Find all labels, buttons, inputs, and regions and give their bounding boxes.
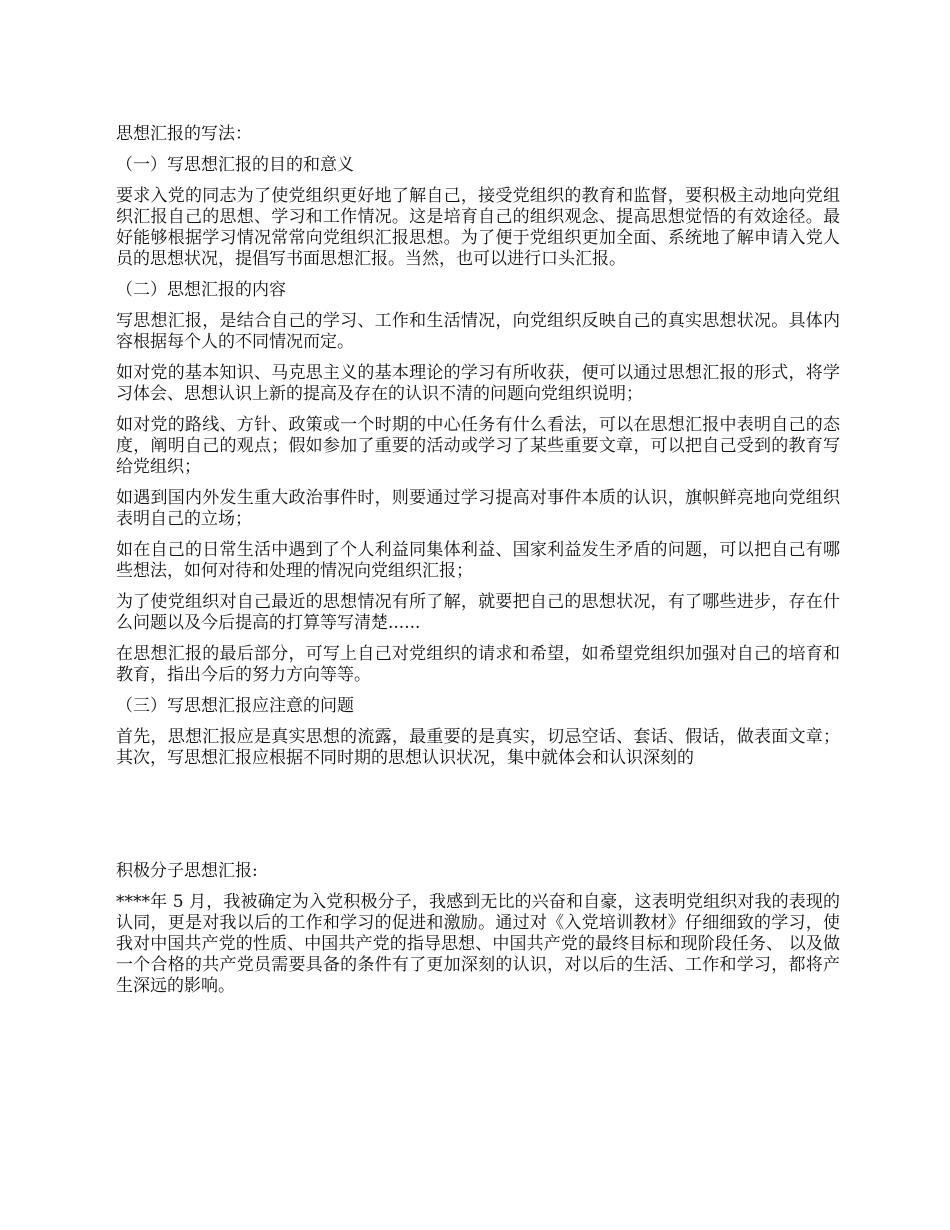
subheading-content: （二）思想汇报的内容 xyxy=(116,280,286,300)
section-title: 积极分子思想汇报: xyxy=(116,861,258,881)
section-gap xyxy=(116,779,840,861)
paragraph: 要求入党的同志为了使党组织更好地了解自己，接受党组织的教育和监督，要积极主动地向党组织汇报自己的思想、学习和工作情况。这是培育自己的组织观念、提高思想觉悟的有效途径。最好能够根据学习情况常常向党组织汇报思想。为了便于党组织更加全面、系统地了解申请入党人员的思想状况，提倡写书面思想汇报。当然，也可以进行口头汇报。 xyxy=(116,186,840,269)
paragraph: 如在自己的日常生活中遇到了个人利益同集体利益、国家利益发生矛盾的问题，可以把自己有哪些想法，如何对待和处理的情况向党组织汇报； xyxy=(116,540,840,581)
paragraph: 为了使党组织对自己最近的思想情况有所了解，就要把自己的思想状况，有了哪些进步，存在什么问题以及今后提高的打算等写清楚...... xyxy=(116,592,840,633)
paragraph: 如对党的基本知识、马克思主义的基本理论的学习有所收获，便可以通过思想汇报的形式，将学习体会、思想认识上新的提高及存在的认识不清的问题向党组织说明； xyxy=(116,363,840,404)
paragraph: 首先，思想汇报应是真实思想的流露，最重要的是真实，切忌空话、套话、假话，做表面文章；其次，写思想汇报应根据不同时期的思想认识状况，集中就体会和认识深刻的 xyxy=(116,727,840,768)
subheading-purpose: （一）写思想汇报的目的和意义 xyxy=(116,155,354,175)
subheading-notes: （三）写思想汇报应注意的问题 xyxy=(116,696,354,716)
paragraph: ****年 5 月，我被确定为入党积极分子，我感到无比的兴奋和自豪，这表明党组织对我的表现的认同，更是对我以后的工作和学习的促进和激励。通过对《入党培训教材》仔细细致的学习，使我对中国共产党的性质、中国共产党的指导思想、中国共产党的最终目标和现阶段任务、 以及做一个合格的共产党员需要具备的条件有了更加深刻的认识，对以后的生活、工作和学习，都将产生深远的影响。 xyxy=(116,892,840,996)
section-title: 思想汇报的写法： xyxy=(116,124,252,144)
paragraph: 写思想汇报，是结合自己的学习、工作和生活情况，向党组织反映自己的真实思想状况。具体内容根据每个人的不同情况而定。 xyxy=(116,311,840,352)
paragraph: 如对党的路线、方针、政策或一个时期的中心任务有什么看法，可以在思想汇报中表明自己的态度，阐明自己的观点；假如参加了重要的活动或学习了某些重要文章，可以把自己受到的教育写给党组织； xyxy=(116,415,840,477)
paragraph: 如遇到国内外发生重大政治事件时，则要通过学习提高对事件本质的认识，旗帜鲜亮地向党组织表明自己的立场； xyxy=(116,488,840,529)
paragraph: 在思想汇报的最后部分，可写上自己对党组织的请求和希望，如希望党组织加强对自己的培育和教育，指出今后的努力方向等等。 xyxy=(116,644,840,685)
document-page xyxy=(116,124,840,1007)
